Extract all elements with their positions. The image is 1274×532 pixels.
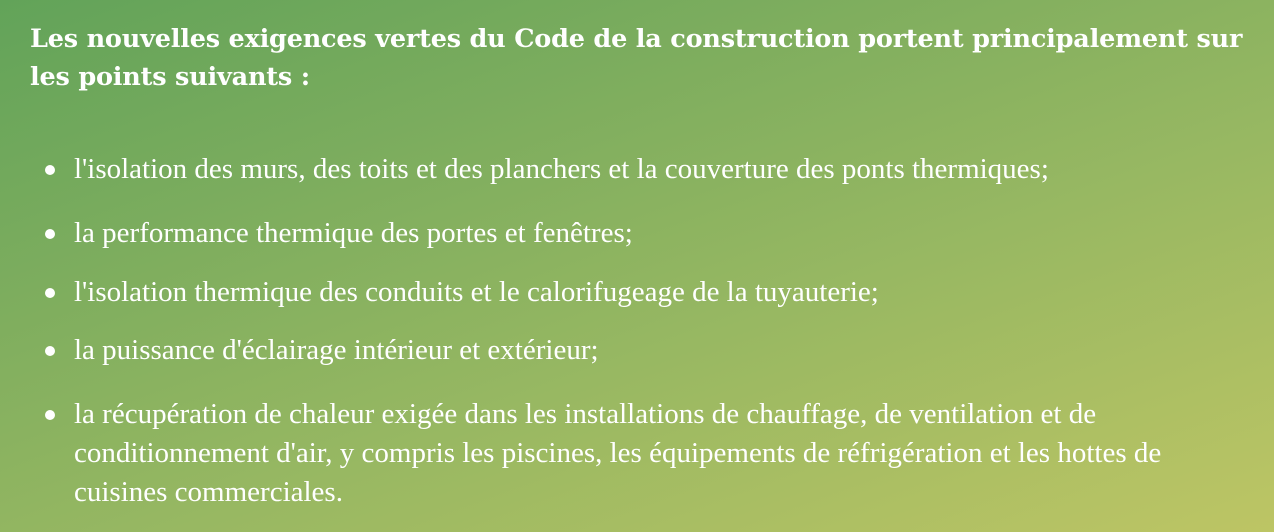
list-item-text: l'isolation des murs, des toits et des planchers et la couverture des ponts thermiques; [74,153,1049,185]
bullet-icon [45,229,55,239]
list-item-text: la performance thermique des portes et fenêtres; [74,217,633,249]
list-item-text: l'isolation thermique des conduits et le calorifugeage de la tuyauterie; [74,276,879,308]
list-item [44,273,879,312]
panel-heading: Les nouvelles exigences vertes du Code de la construction portent principalement sur les points suivants : [30,24,1243,92]
bullet-icon [45,165,55,175]
bullet-icon [45,346,55,356]
list-item-text: la puissance d'éclairage intérieur et extérieur; [74,334,599,366]
list-item [44,331,599,370]
list-item [44,395,1254,512]
bullet-icon [45,288,55,298]
list-item [44,150,1049,189]
list-item [44,214,633,253]
list-item-text: la récupération de chaleur exigée dans les installations de chauffage, de ventilation et de conditionnement d'air, y compris les piscines, les équipements de réfrigération et les hottes de cuisines commerciales. [74,398,1162,508]
bullet-icon [45,410,55,420]
